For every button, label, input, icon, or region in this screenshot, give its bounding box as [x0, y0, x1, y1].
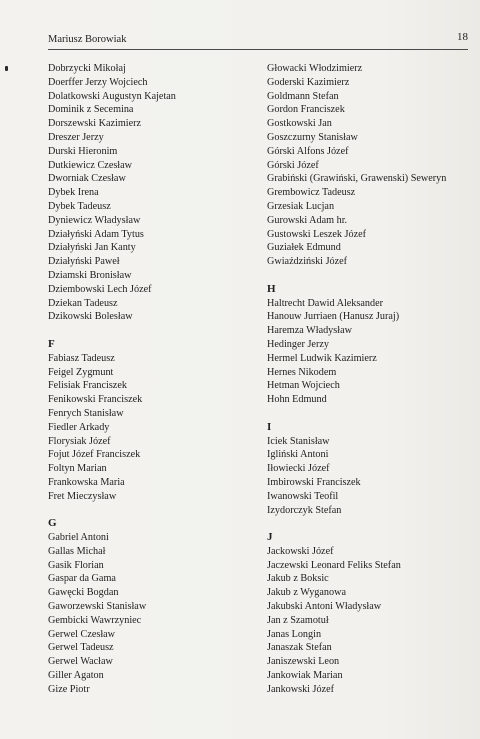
index-entry: Guziałek Edmund [267, 242, 341, 254]
index-entry: Gaworzewski Stanisław [48, 601, 147, 613]
index-entry: Goderski Kazimierz [267, 76, 350, 88]
section-letter: G [48, 517, 57, 530]
index-entry: Fenikowski Franciszek [48, 394, 143, 406]
index-entry: Doerffer Jerzy Wojciech [48, 76, 148, 88]
index-entry: Janiszewski Leon [267, 656, 340, 668]
index-entry: Gostkowski Jan [267, 118, 332, 130]
index-entry: Gasik Florian [48, 559, 104, 571]
index-entry: Fret Mieczysław [48, 490, 117, 502]
section-gap [267, 407, 472, 421]
index-entry: Foltyn Marian [48, 463, 107, 475]
index-entry: Jakub z Wyganowa [267, 587, 346, 599]
index-entry: Dworniak Czesław [48, 173, 126, 185]
index-entry: Jackowski Józef [267, 545, 334, 557]
index-entry: Gerwel Wacław [48, 656, 113, 668]
index-entry: Grabiński (Grawiński, Grawenski) Seweryn [267, 173, 447, 185]
index-entry: Janaszak Stefan [267, 642, 332, 654]
index-entry: Frankowska Maria [48, 476, 125, 488]
section-letter: I [267, 420, 272, 433]
index-entry: Iłowiecki Józef [267, 463, 330, 475]
index-entry: Jaczewski Leonard Feliks Stefan [267, 559, 401, 571]
section-gap [48, 504, 258, 518]
index-entry: Iwanowski Teofil [267, 490, 339, 502]
index-entry: Durski Hieronim [48, 145, 118, 157]
index-section [267, 283, 472, 407]
index-entry: Hermel Ludwik Kazimierz [267, 352, 377, 364]
index-entry: Hernes Nikodem [267, 366, 337, 378]
index-entry: Gwiaździński Józef [267, 256, 348, 268]
index-entry: Dybek Tadeusz [48, 200, 111, 212]
index-entry: Jankowiak Marian [267, 670, 343, 682]
index-entry: Janas Longin [267, 628, 322, 640]
index-entry: Grzesiak Lucjan [267, 200, 335, 212]
index-entry: Jakub z Boksic [267, 573, 329, 585]
index-entry: Gawęcki Bogdan [48, 587, 119, 599]
index-entry: Gerwel Czesław [48, 628, 116, 640]
index-entry: Działyński Jan Kanty [48, 242, 136, 254]
index-entry: Izydorczyk Stefan [267, 504, 342, 516]
index-section [48, 517, 258, 696]
index-entry: Goszczurny Stanisław [267, 131, 358, 143]
page-number: 18 [457, 31, 468, 43]
section-letter: H [267, 282, 276, 295]
index-entry: Dybek Irena [48, 187, 99, 199]
index-entry: Grembowicz Tadeusz [267, 187, 356, 199]
index-entry: Felisiak Franciszek [48, 380, 127, 392]
index-entry: Igliński Antoni [267, 449, 329, 461]
index-entry: Dziamski Bronisław [48, 269, 132, 281]
index-entry: Działyński Paweł [48, 256, 120, 268]
index-entry: Hetman Wojciech [267, 380, 340, 392]
index-entry: Gembicki Wawrzyniec [48, 614, 142, 626]
index-entry: Dziembowski Lech Józef [48, 283, 152, 295]
index-entry: Imbirowski Franciszek [267, 476, 361, 488]
index-entry: Dreszer Jerzy [48, 131, 104, 143]
index-section [267, 62, 472, 269]
index-entry: Fojut Józef Franciszek [48, 449, 141, 461]
index-entry: Dutkiewicz Czesław [48, 159, 133, 171]
section-letter: J [267, 531, 273, 544]
index-entry: Jakubski Antoni Władysław [267, 601, 382, 613]
index-entry: Gize Piotr [48, 683, 90, 695]
index-entry: Gabriel Antoni [48, 532, 109, 544]
index-entry: Hedinger Jerzy [267, 338, 329, 350]
index-column-left [48, 62, 258, 697]
index-column-right [267, 62, 472, 697]
index-entry: Dominik z Secemina [48, 104, 134, 116]
margin-mark [5, 66, 8, 71]
index-section [48, 62, 258, 324]
index-entry: Jan z Szamotuł [267, 614, 329, 626]
index-entry: Hohn Edmund [267, 394, 327, 406]
index-entry: Gerwel Tadeusz [48, 642, 114, 654]
index-entry: Goldmann Stefan [267, 90, 339, 102]
index-entry: Fabiasz Tadeusz [48, 352, 115, 364]
running-header [48, 31, 468, 50]
index-entry: Iciek Stanisław [267, 435, 330, 447]
index-entry: Gallas Michał [48, 545, 106, 557]
index-entry: Jankowski Józef [267, 683, 335, 695]
index-entry: Giller Agaton [48, 670, 104, 682]
index-entry: Haltrecht Dawid Aleksander [267, 297, 383, 309]
index-entry: Gordon Franciszek [267, 104, 345, 116]
index-entry: Górski Józef [267, 159, 319, 171]
index-entry: Hanouw Jurriaen (Hanusz Juraj) [267, 311, 400, 323]
index-entry: Dziekan Tadeusz [48, 297, 118, 309]
section-gap [267, 517, 472, 531]
index-entry: Dzikowski Bolesław [48, 311, 133, 323]
index-entry: Dolatkowski Augustyn Kajetan [48, 90, 176, 102]
index-entry: Dyniewicz Władysław [48, 214, 141, 226]
index-entry: Gurowski Adam hr. [267, 214, 348, 226]
index-section [267, 531, 472, 697]
header-author: Mariusz Borowiak [48, 34, 127, 45]
index-entry: Haremza Władysław [267, 325, 352, 337]
index-entry: Dorszewski Kazimierz [48, 118, 142, 130]
index-entry: Dobrzycki Mikołaj [48, 63, 126, 74]
index-entry: Głowacki Włodzimierz [267, 63, 363, 74]
index-section [48, 338, 258, 504]
index-entry: Gaspar da Gama [48, 573, 116, 585]
section-gap [267, 269, 472, 283]
section-letter: F [48, 337, 55, 350]
index-section [267, 421, 472, 518]
index-entry: Feigel Zygmunt [48, 366, 114, 378]
header-rule [48, 49, 468, 50]
index-entry: Fiedler Arkady [48, 421, 110, 433]
section-gap [48, 324, 258, 338]
index-entry: Fenrych Stanisław [48, 407, 124, 419]
index-entry: Działyński Adam Tytus [48, 228, 144, 240]
index-entry: Gustowski Leszek Józef [267, 228, 367, 240]
index-entry: Górski Alfons Józef [267, 145, 349, 157]
index-entry: Florysiak Józef [48, 435, 111, 447]
